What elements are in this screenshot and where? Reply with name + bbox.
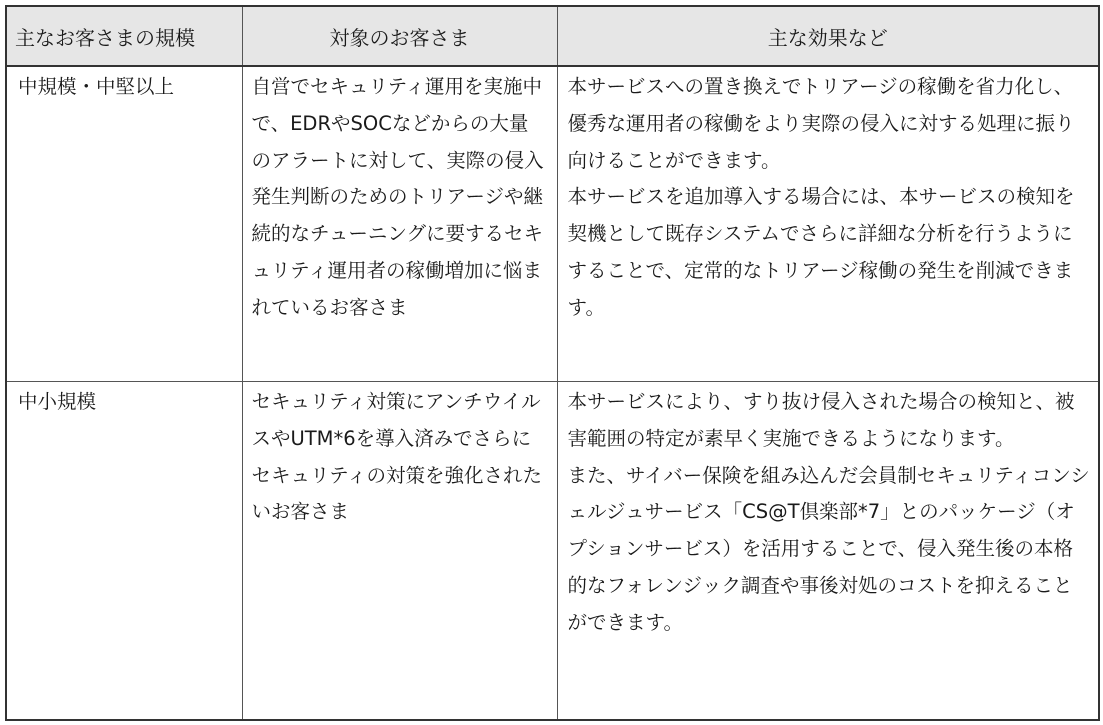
table-row — [6, 382, 1099, 721]
effect-paragraph: 本サービスを追加導入する場合には、本サービスの検知を契機として既存システムでさらに詳細な分析を行うようにすることで、定常的なトリアージ稼働の発生を削減できます。 — [567, 185, 1075, 319]
row-scale-cell: 中規模・中堅以上 — [6, 66, 242, 382]
header-target-customer: 対象のお客さま — [242, 6, 557, 66]
service-target-table — [5, 5, 1100, 721]
effect-paragraph: また、サイバー保険を組み込んだ会員制セキュリティコンシェルジュサービス「CS@T倶楽部*7」とのパッケージ（オプションサービス）を活用することで、侵入発生後の本格的なフォレンジック調査や事後対処のコストを抑えることができます。 — [567, 463, 1090, 634]
row-scale-cell: 中小規模 — [6, 382, 242, 721]
row-target-cell: セキュリティ対策にアンチウイルスやUTM*6を導入済みでさらにセキュリティの対策を強化されたいお客さま — [242, 382, 557, 721]
row-target-cell: 自営でセキュリティ運用を実施中で、EDRやSOCなどからの大量のアラートに対して、実際の侵入発生判断のためのトリアージや継続的なチューニングに要するセキュリティ運用者の稼働増加に悩まれているお客さま — [242, 66, 557, 382]
header-customer-scale: 主なお客さまの規模 — [6, 6, 242, 66]
effect-paragraph: 本サービスにより、すり抜け侵入された場合の検知と、被害範囲の特定が素早く実施できるようになります。 — [567, 390, 1075, 450]
effect-paragraph: 本サービスへの置き換えでトリアージの稼働を省力化し、優秀な運用者の稼働をより実際の侵入に対する処理に振り向けることができます。 — [567, 75, 1075, 172]
table-header-row — [6, 6, 1099, 66]
row-effects-cell — [557, 382, 1099, 721]
table-row — [6, 66, 1099, 382]
row-effects-cell — [557, 66, 1099, 382]
header-main-effects: 主な効果など — [557, 6, 1099, 66]
